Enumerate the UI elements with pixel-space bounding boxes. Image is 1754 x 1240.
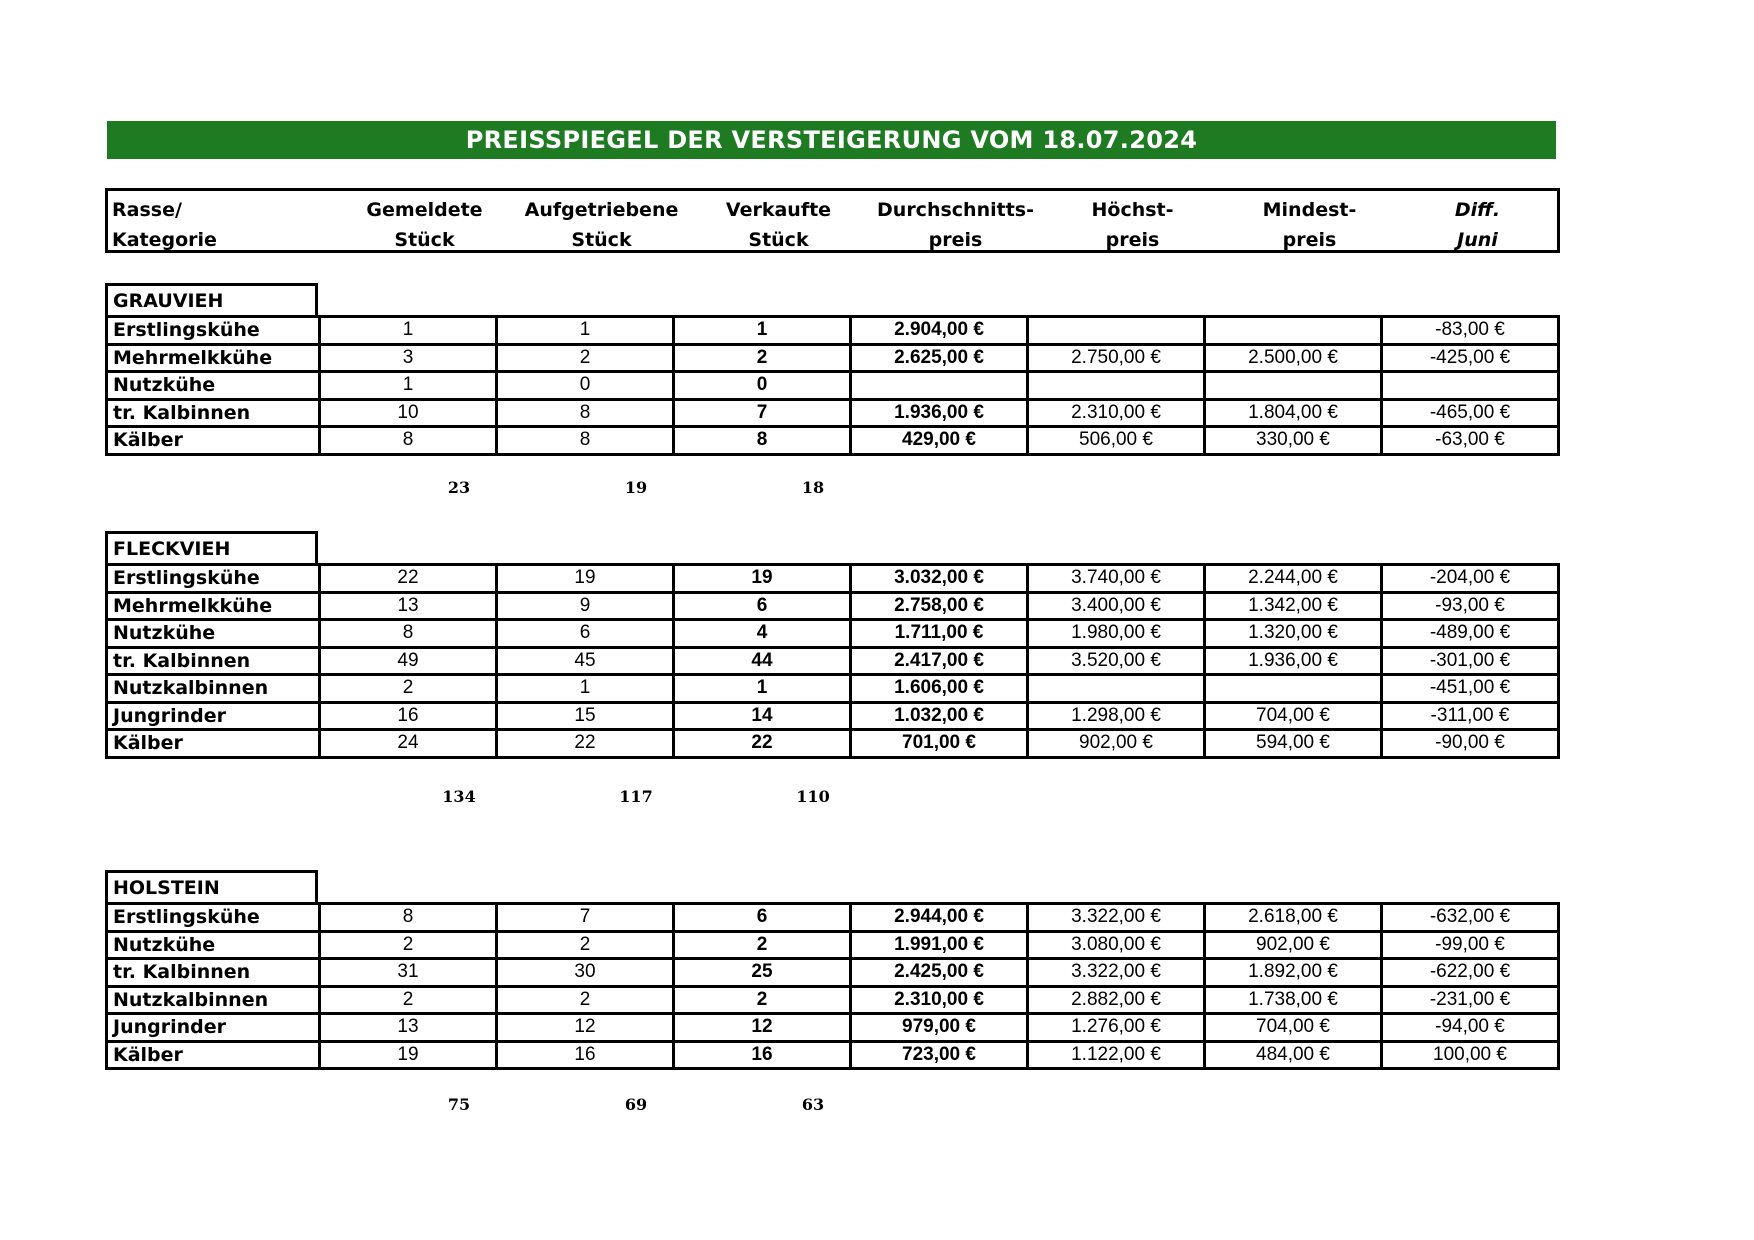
table-row (107, 317, 1559, 345)
diff-cell: -489,00 € (1382, 620, 1559, 648)
table-row (107, 904, 1559, 932)
header-rasse-kategorie (112, 195, 282, 255)
header-gemeldete (336, 195, 513, 255)
durchschnitt-cell: 701,00 € (851, 730, 1028, 758)
table-row (107, 986, 1559, 1014)
mindest-cell: 2.618,00 € (1205, 904, 1382, 932)
durchschnitt-cell: 2.904,00 € (851, 317, 1028, 345)
category-cell: Kälber (107, 427, 320, 455)
hoechst-cell: 902,00 € (1028, 730, 1205, 758)
category-cell: Kälber (107, 1041, 320, 1069)
total-value: 19 (624, 477, 648, 497)
total-value: 134 (442, 786, 476, 806)
total-value: 69 (624, 1095, 648, 1114)
mindest-cell: 1.936,00 € (1205, 647, 1382, 675)
hoechst-cell: 1.276,00 € (1028, 1014, 1205, 1042)
category-cell: Erstlingskühe (107, 904, 320, 932)
total-value: 23 (447, 477, 471, 497)
table-row (107, 702, 1559, 730)
header-verkaufte (690, 195, 867, 255)
durchschnitt-cell (851, 372, 1028, 400)
category-cell: Kälber (107, 730, 320, 758)
mindest-cell: 1.804,00 € (1205, 399, 1382, 427)
mindest-cell: 1.738,00 € (1205, 986, 1382, 1014)
verkaufte-cell: 22 (674, 730, 851, 758)
hoechst-cell: 3.080,00 € (1028, 931, 1205, 959)
durchschnitt-cell: 2.758,00 € (851, 592, 1028, 620)
diff-cell: -99,00 € (1382, 931, 1559, 959)
durchschnitt-cell: 1.711,00 € (851, 620, 1028, 648)
table-row (107, 620, 1559, 648)
hoechst-cell: 1.980,00 € (1028, 620, 1205, 648)
header-mindestpreis (1221, 195, 1398, 255)
verkaufte-cell: 6 (674, 592, 851, 620)
diff-cell: -451,00 € (1382, 675, 1559, 703)
diff-cell (1382, 372, 1559, 400)
diff-cell: -90,00 € (1382, 730, 1559, 758)
mindest-cell (1205, 675, 1382, 703)
category-cell: Jungrinder (107, 1014, 320, 1042)
header-label: Mindest- (1262, 199, 1357, 221)
gemeldete-cell: 8 (320, 427, 497, 455)
mindest-cell: 1.320,00 € (1205, 620, 1382, 648)
mindest-cell: 1.342,00 € (1205, 592, 1382, 620)
price-table (105, 563, 1560, 759)
header-aufgetriebene (513, 195, 690, 255)
category-cell: tr. Kalbinnen (107, 399, 320, 427)
mindest-cell: 704,00 € (1205, 702, 1382, 730)
diff-cell: -83,00 € (1382, 317, 1559, 345)
gemeldete-cell: 19 (320, 1041, 497, 1069)
category-cell: Erstlingskühe (107, 565, 320, 593)
hoechst-cell: 2.310,00 € (1028, 399, 1205, 427)
category-cell: tr. Kalbinnen (107, 647, 320, 675)
gemeldete-cell: 2 (320, 675, 497, 703)
hoechst-cell: 1.122,00 € (1028, 1041, 1205, 1069)
diff-cell: -311,00 € (1382, 702, 1559, 730)
gemeldete-cell: 1 (320, 317, 497, 345)
aufgetriebene-cell: 2 (497, 931, 674, 959)
header-label: Durchschnitts- (877, 199, 1034, 221)
verkaufte-cell: 44 (674, 647, 851, 675)
gemeldete-cell: 31 (320, 959, 497, 987)
durchschnitt-cell: 723,00 € (851, 1041, 1028, 1069)
category-cell: Nutzkalbinnen (107, 986, 320, 1014)
aufgetriebene-cell: 2 (497, 986, 674, 1014)
verkaufte-cell: 16 (674, 1041, 851, 1069)
header-label: Höchst- (1091, 199, 1174, 221)
table-row (107, 372, 1559, 400)
section-title: FLECKVIEH (105, 531, 318, 564)
category-cell: Nutzkühe (107, 931, 320, 959)
aufgetriebene-cell: 6 (497, 620, 674, 648)
gemeldete-cell: 49 (320, 647, 497, 675)
section-title: HOLSTEIN (105, 870, 318, 903)
header-label: preis (1282, 229, 1337, 251)
mindest-cell (1205, 372, 1382, 400)
hoechst-cell (1028, 372, 1205, 400)
mindest-cell (1205, 317, 1382, 345)
gemeldete-cell: 1 (320, 372, 497, 400)
diff-cell: -301,00 € (1382, 647, 1559, 675)
table-row (107, 730, 1559, 758)
durchschnitt-cell: 2.425,00 € (851, 959, 1028, 987)
diff-cell: -231,00 € (1382, 986, 1559, 1014)
verkaufte-cell: 1 (674, 317, 851, 345)
hoechst-cell: 3.740,00 € (1028, 565, 1205, 593)
header-label: preis (1105, 229, 1160, 251)
verkaufte-cell: 6 (674, 904, 851, 932)
gemeldete-cell: 24 (320, 730, 497, 758)
gemeldete-cell: 8 (320, 904, 497, 932)
aufgetriebene-cell: 30 (497, 959, 674, 987)
durchschnitt-cell: 1.991,00 € (851, 931, 1028, 959)
table-row (107, 959, 1559, 987)
verkaufte-cell: 12 (674, 1014, 851, 1042)
gemeldete-cell: 8 (320, 620, 497, 648)
category-cell: Mehrmelkkühe (107, 592, 320, 620)
aufgetriebene-cell: 1 (497, 675, 674, 703)
hoechst-cell: 3.322,00 € (1028, 959, 1205, 987)
hoechst-cell (1028, 675, 1205, 703)
hoechst-cell (1028, 317, 1205, 345)
gemeldete-cell: 2 (320, 931, 497, 959)
verkaufte-cell: 2 (674, 986, 851, 1014)
aufgetriebene-cell: 2 (497, 344, 674, 372)
gemeldete-cell: 22 (320, 565, 497, 593)
table-row (107, 675, 1559, 703)
durchschnitt-cell: 1.606,00 € (851, 675, 1028, 703)
hoechst-cell: 3.400,00 € (1028, 592, 1205, 620)
header-label: Rasse/ (112, 199, 182, 221)
durchschnitt-cell: 3.032,00 € (851, 565, 1028, 593)
header-label: Verkaufte (725, 199, 832, 221)
durchschnitt-cell: 2.625,00 € (851, 344, 1028, 372)
table-row (107, 1014, 1559, 1042)
total-value: 117 (619, 786, 653, 806)
header-label: Stück (394, 229, 455, 251)
total-value: 18 (801, 477, 825, 497)
header-label: Juni (1457, 229, 1498, 251)
category-cell: Jungrinder (107, 702, 320, 730)
header-label: Kategorie (112, 229, 217, 251)
durchschnitt-cell: 1.032,00 € (851, 702, 1028, 730)
durchschnitt-cell: 1.936,00 € (851, 399, 1028, 427)
table-row (107, 647, 1559, 675)
table-row (107, 1041, 1559, 1069)
verkaufte-cell: 7 (674, 399, 851, 427)
header-label: Stück (571, 229, 632, 251)
gemeldete-cell: 10 (320, 399, 497, 427)
header-label: preis (928, 229, 983, 251)
hoechst-cell: 2.882,00 € (1028, 986, 1205, 1014)
mindest-cell: 902,00 € (1205, 931, 1382, 959)
mindest-cell: 330,00 € (1205, 427, 1382, 455)
durchschnitt-cell: 979,00 € (851, 1014, 1028, 1042)
aufgetriebene-cell: 22 (497, 730, 674, 758)
verkaufte-cell: 2 (674, 344, 851, 372)
table-row (107, 565, 1559, 593)
aufgetriebene-cell: 45 (497, 647, 674, 675)
diff-cell: -204,00 € (1382, 565, 1559, 593)
durchschnitt-cell: 2.310,00 € (851, 986, 1028, 1014)
header-label: Gemeldete (366, 199, 483, 221)
diff-cell: -425,00 € (1382, 344, 1559, 372)
aufgetriebene-cell: 9 (497, 592, 674, 620)
table-row (107, 592, 1559, 620)
verkaufte-cell: 14 (674, 702, 851, 730)
diff-cell: 100,00 € (1382, 1041, 1559, 1069)
hoechst-cell: 3.520,00 € (1028, 647, 1205, 675)
aufgetriebene-cell: 1 (497, 317, 674, 345)
category-cell: Nutzkühe (107, 620, 320, 648)
category-cell: Nutzkalbinnen (107, 675, 320, 703)
header-hoechstpreis (1044, 195, 1221, 255)
diff-cell: -632,00 € (1382, 904, 1559, 932)
gemeldete-cell: 13 (320, 592, 497, 620)
verkaufte-cell: 0 (674, 372, 851, 400)
aufgetriebene-cell: 8 (497, 399, 674, 427)
aufgetriebene-cell: 19 (497, 565, 674, 593)
header-diff-juni (1398, 195, 1557, 255)
header-label: Diff. (1454, 199, 1501, 221)
verkaufte-cell: 1 (674, 675, 851, 703)
gemeldete-cell: 3 (320, 344, 497, 372)
verkaufte-cell: 2 (674, 931, 851, 959)
diff-cell: -465,00 € (1382, 399, 1559, 427)
table-row (107, 931, 1559, 959)
gemeldete-cell: 16 (320, 702, 497, 730)
hoechst-cell: 2.750,00 € (1028, 344, 1205, 372)
mindest-cell: 1.892,00 € (1205, 959, 1382, 987)
table-row (107, 399, 1559, 427)
table-row (107, 427, 1559, 455)
diff-cell: -94,00 € (1382, 1014, 1559, 1042)
table-row (107, 344, 1559, 372)
aufgetriebene-cell: 16 (497, 1041, 674, 1069)
verkaufte-cell: 19 (674, 565, 851, 593)
total-value: 75 (447, 1095, 471, 1114)
aufgetriebene-cell: 8 (497, 427, 674, 455)
hoechst-cell: 3.322,00 € (1028, 904, 1205, 932)
hoechst-cell: 506,00 € (1028, 427, 1205, 455)
durchschnitt-cell: 2.944,00 € (851, 904, 1028, 932)
aufgetriebene-cell: 15 (497, 702, 674, 730)
mindest-cell: 2.244,00 € (1205, 565, 1382, 593)
price-table (105, 315, 1560, 456)
price-table (105, 902, 1560, 1070)
verkaufte-cell: 8 (674, 427, 851, 455)
header-label: Aufgetriebene (524, 199, 679, 221)
category-cell: Erstlingskühe (107, 317, 320, 345)
total-value: 110 (796, 786, 830, 806)
verkaufte-cell: 25 (674, 959, 851, 987)
aufgetriebene-cell: 12 (497, 1014, 674, 1042)
mindest-cell: 484,00 € (1205, 1041, 1382, 1069)
hoechst-cell: 1.298,00 € (1028, 702, 1205, 730)
section-title: GRAUVIEH (105, 283, 318, 316)
verkaufte-cell: 4 (674, 620, 851, 648)
page-title: PREISSPIEGEL DER VERSTEIGERUNG VOM 18.07.2024 (107, 121, 1556, 159)
aufgetriebene-cell: 0 (497, 372, 674, 400)
category-cell: tr. Kalbinnen (107, 959, 320, 987)
mindest-cell: 2.500,00 € (1205, 344, 1382, 372)
mindest-cell: 704,00 € (1205, 1014, 1382, 1042)
column-header (105, 188, 1560, 253)
diff-cell: -93,00 € (1382, 592, 1559, 620)
total-value: 63 (801, 1095, 825, 1114)
durchschnitt-cell: 429,00 € (851, 427, 1028, 455)
durchschnitt-cell: 2.417,00 € (851, 647, 1028, 675)
header-label: Stück (748, 229, 809, 251)
category-cell: Nutzkühe (107, 372, 320, 400)
gemeldete-cell: 2 (320, 986, 497, 1014)
category-cell: Mehrmelkkühe (107, 344, 320, 372)
diff-cell: -63,00 € (1382, 427, 1559, 455)
mindest-cell: 594,00 € (1205, 730, 1382, 758)
gemeldete-cell: 13 (320, 1014, 497, 1042)
aufgetriebene-cell: 7 (497, 904, 674, 932)
header-durchschnittspreis (867, 195, 1044, 255)
diff-cell: -622,00 € (1382, 959, 1559, 987)
